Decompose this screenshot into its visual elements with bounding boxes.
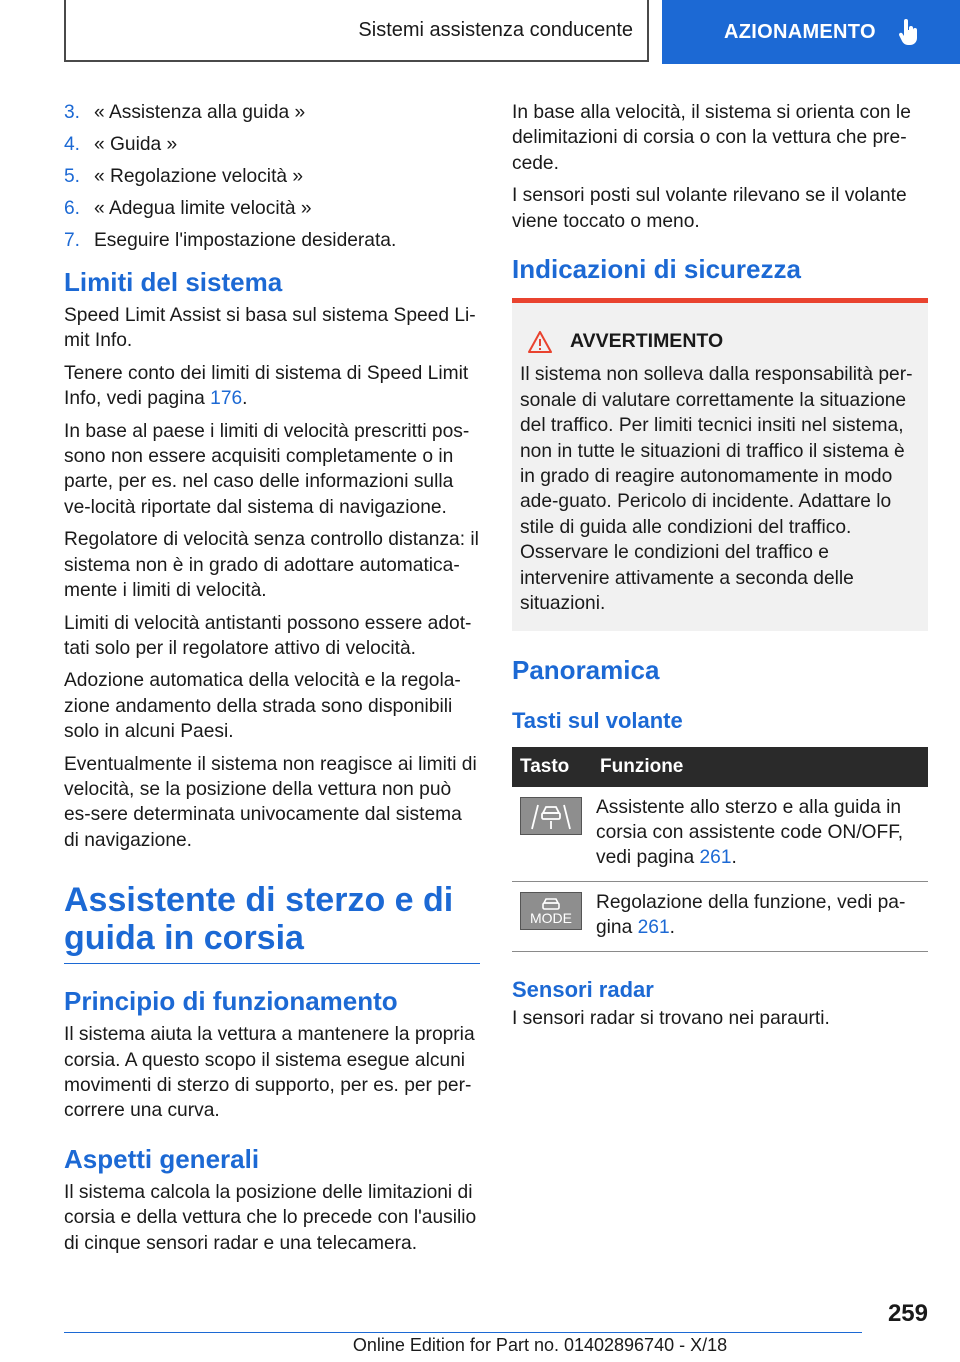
limits-paragraph-4: Regolatore di velocità senza controllo distanza: il sistema non è in grado di adottare automatica‐mente i limiti di velocità. [64, 529, 479, 602]
header-chapter-label: AZIONAMENTO [724, 20, 876, 43]
principle-heading: Principio di funzionamento [64, 986, 398, 1017]
warning-title: AVVERTIMENTO [570, 330, 724, 353]
header-section-box [64, 0, 649, 62]
intro-paragraph-1: In base alla velocità, il sistema si orienta con le delimitazioni di corsia o con la vettura che pre‐cede. [512, 102, 911, 174]
keys-heading: Tasti sul volante [512, 707, 683, 733]
limits-paragraph-5: Limiti di velocità antistanti possono essere adot‐tati solo per il regolatore attivo di velocità. [64, 612, 472, 659]
right-column [512, 100, 928, 1038]
lane-assist-button-icon [520, 797, 582, 835]
intro-paragraph-2: I sensori posti sul volante rilevano se il volante viene toccato o meno. [512, 185, 907, 232]
mode-key-label: MODE [530, 909, 572, 926]
warning-text: Il sistema non solleva dalla responsabilità per‐sonale di valutare correttamente la situazione del traffico. Per limiti tecnici insiti nel sistema, non in tutte le situazioni di traffico il sistema è in grado di reagire autonomamente in modo ade‐guato. Pericolo di incidente. Adattare lo stile di guida alle condizioni del traffico. Osservare le condizioni del traffico e intervenire attivamente a seconda delle situazioni. [520, 364, 913, 615]
header-section-title: Sistemi assistenza conducente [358, 18, 633, 41]
warning-title-row [528, 329, 920, 354]
safety-heading: Indicazioni di sicurezza [512, 254, 801, 285]
radar-paragraph: I sensori radar si trovano nei paraurti. [512, 1007, 830, 1029]
limits-paragraph-7: Eventualmente il sistema non reagisce ai limiti di velocità, se la posizione della vettura non può es‐sere determinata univocamente dal sistema di navigazione. [64, 753, 477, 851]
table-header-function: Funzione [592, 747, 928, 787]
general-heading: Aspetti generali [64, 1143, 260, 1174]
radar-heading: Sensori radar [512, 976, 654, 1002]
general-paragraph: Il sistema calcola la posizione delle limitazioni di corsia e della vettura che lo precede con l'ausilio di cinque sensori radar e una telecamera. [64, 1181, 477, 1254]
warning-box [512, 298, 928, 630]
limits-paragraph-2: Tenere conto dei limiti di sistema di Speed Limit Info, vedi pagina 176. [64, 362, 469, 410]
chapter-title: Assistente di sterzo e di guida in corsia [64, 881, 480, 964]
list-item: 7. Eseguire l'impostazione desiderata. [64, 229, 397, 251]
list-item: 5. « Regolazione velocità » [64, 165, 304, 187]
page-link-176[interactable]: 176 [210, 388, 243, 410]
page-number: 259 [887, 1300, 928, 1327]
list-item: 4. « Guida » [64, 133, 178, 155]
warning-triangle-icon [528, 331, 552, 353]
footer-divider [64, 1332, 862, 1333]
principle-paragraph: Il sistema aiuta la vettura a mantenere la propria corsia. A questo scopo il sistema esegue alcuni movimenti di sterzo di supporto, per es. per per‐correre una curva. [64, 1024, 475, 1122]
table-header-key: Tasto [512, 747, 592, 787]
pointing-hand-icon [898, 19, 920, 45]
header-chapter-tab[interactable] [662, 0, 960, 64]
table-row: MODE Regolazione della funzione, vedi pa‐gina 261. [512, 881, 928, 951]
keys-table [512, 747, 928, 952]
limits-paragraph-6: Adozione automatica della velocità e la regola‐zione andamento della strada sono disponibili solo in alcuni Paesi. [64, 670, 461, 743]
page-link-261[interactable]: 261 [699, 847, 732, 869]
step-list [64, 100, 480, 253]
overview-heading: Panoramica [512, 654, 660, 685]
page-link-261[interactable]: 261 [637, 917, 670, 939]
left-column [64, 100, 480, 1263]
list-item: 3. « Assistenza alla guida » [64, 102, 306, 123]
limits-paragraph-3: In base al paese i limiti di velocità prescritti pos‐sono non essere acquisiti completamente o in parte, per es. nel caso delle informazioni sulla ve‐locità riportate dal sistema di navigazione. [64, 420, 470, 518]
table-row: Assistente allo sterzo e alla guida in corsia con assistente code ON/OFF, vedi pagina 261. [512, 787, 928, 882]
limits-paragraph-1: Speed Limit Assist si basa sul sistema Speed Li‐mit Info. [64, 305, 476, 352]
footer-edition: Online Edition for Part no. 01402896740 - X/18 [352, 1335, 728, 1355]
limits-heading: Limiti del sistema [64, 267, 283, 298]
list-item: 6. « Adegua limite velocità » [64, 197, 312, 219]
lane-assist-mode-button-icon [520, 892, 582, 930]
